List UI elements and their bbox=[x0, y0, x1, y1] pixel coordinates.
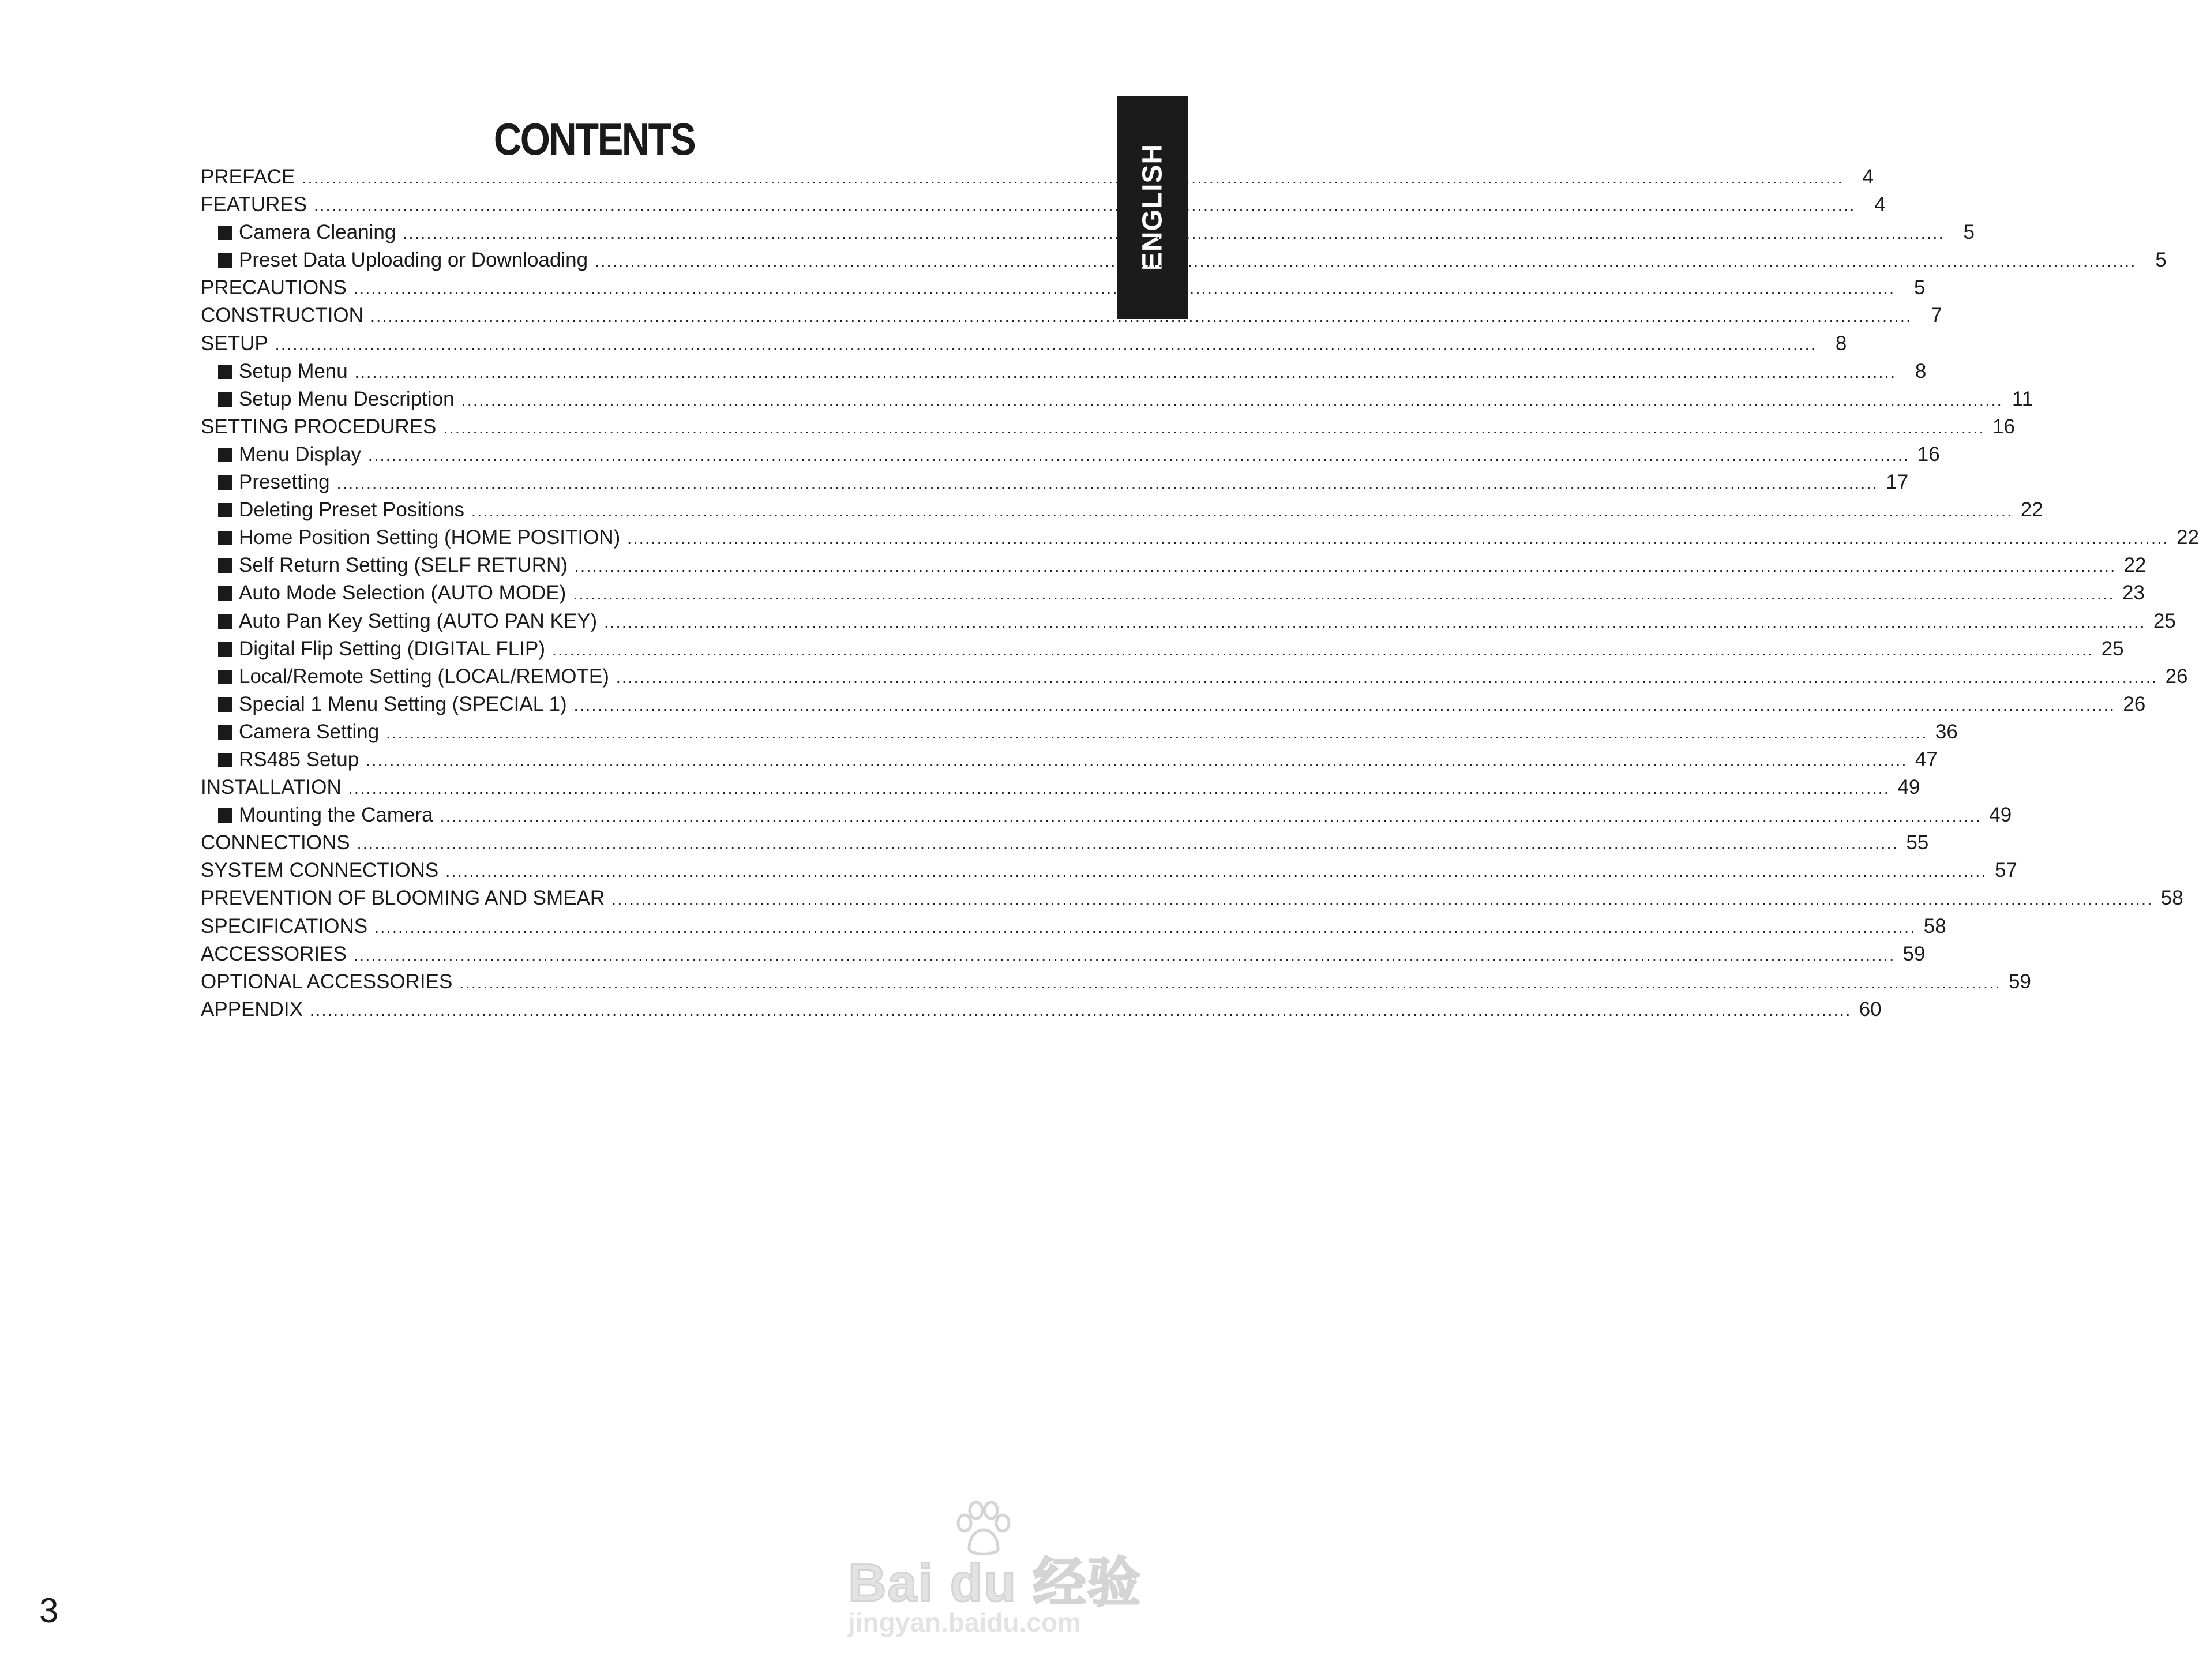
toc-subentry[interactable] bbox=[201, 496, 2043, 524]
toc-label: Setup Menu Description bbox=[239, 387, 455, 410]
square-bullet-icon bbox=[218, 558, 232, 573]
toc-page-number: 55 bbox=[1906, 831, 1929, 854]
toc-page-number: 5 bbox=[1913, 276, 1926, 299]
toc-entry[interactable] bbox=[201, 302, 1942, 329]
square-bullet-icon bbox=[218, 614, 232, 629]
dot-leader: .................................................................................................................................................................................................................................................................... bbox=[366, 751, 1908, 770]
toc-entry[interactable] bbox=[201, 857, 2017, 884]
toc-subentry[interactable] bbox=[201, 663, 2188, 691]
toc-entry[interactable] bbox=[201, 413, 2016, 441]
toc-subentry[interactable] bbox=[201, 441, 1940, 468]
toc-page-number: 4 bbox=[1862, 166, 1874, 188]
toc-page-number: 58 bbox=[1923, 914, 1946, 937]
dot-leader: .................................................................................................................................................................................................................................................................... bbox=[627, 530, 2169, 548]
toc-page-number: 11 bbox=[2012, 387, 2033, 410]
dot-leader: .................................................................................................................................................................................................................................................................... bbox=[461, 391, 2003, 409]
dot-leader: .................................................................................................................................................................................................................................................................... bbox=[302, 169, 1844, 187]
toc-label: Mounting the Camera bbox=[239, 804, 433, 827]
toc-page-number: 5 bbox=[2155, 249, 2167, 272]
toc-label: Presetting bbox=[239, 471, 330, 494]
toc-page-number: 49 bbox=[1989, 804, 2012, 827]
toc-label: FEATURES bbox=[201, 193, 307, 216]
baidu-watermark bbox=[842, 1500, 1142, 1638]
toc-label: Auto Pan Key Setting (AUTO PAN KEY) bbox=[239, 609, 598, 632]
toc-entry[interactable] bbox=[201, 968, 2031, 996]
toc-page-number: 16 bbox=[1992, 415, 2016, 438]
dot-leader: .................................................................................................................................................................................................................................................................... bbox=[604, 613, 2146, 631]
toc-entry[interactable] bbox=[201, 330, 1847, 358]
toc-subentry[interactable] bbox=[201, 552, 2147, 579]
toc-subentry[interactable] bbox=[201, 468, 1909, 496]
square-bullet-icon bbox=[218, 253, 232, 268]
toc-label: Camera Cleaning bbox=[239, 221, 396, 244]
toc-label: Menu Display bbox=[239, 442, 362, 466]
square-bullet-icon bbox=[218, 365, 232, 379]
toc-subentry[interactable] bbox=[201, 746, 1938, 774]
dot-leader: .................................................................................................................................................................................................................................................................... bbox=[611, 890, 2153, 909]
square-bullet-icon bbox=[218, 725, 232, 740]
toc-subentry[interactable] bbox=[201, 219, 1975, 246]
toc-subentry[interactable] bbox=[201, 635, 2124, 663]
toc-page-number: 7 bbox=[1931, 304, 1942, 327]
toc-page-number: 26 bbox=[2165, 665, 2188, 688]
toc-label: Digital Flip Setting (DIGITAL FLIP) bbox=[239, 637, 545, 660]
dot-leader: .................................................................................................................................................................................................................................................................... bbox=[336, 474, 1879, 493]
dot-leader: .................................................................................................................................................................................................................................................................... bbox=[573, 585, 2115, 603]
watermark-url: jingyan.baidu.com bbox=[848, 1607, 1081, 1637]
page-number: 3 bbox=[39, 1591, 59, 1630]
dot-leader: .................................................................................................................................................................................................................................................................... bbox=[353, 946, 1896, 964]
toc-page-number: 16 bbox=[1917, 442, 1940, 466]
toc-page-number: 60 bbox=[1859, 997, 1882, 1021]
dot-leader: .................................................................................................................................................................................................................................................................... bbox=[370, 308, 1912, 326]
toc-label: APPENDIX bbox=[201, 997, 303, 1021]
toc-page-number: 22 bbox=[2020, 498, 2043, 522]
toc-label: PRECAUTIONS bbox=[201, 276, 347, 299]
toc-subentry[interactable] bbox=[201, 246, 2167, 274]
square-bullet-icon bbox=[218, 475, 232, 490]
dot-leader: .................................................................................................................................................................................................................................................................... bbox=[353, 280, 1896, 298]
toc-label: Special 1 Menu Setting (SPECIAL 1) bbox=[239, 692, 567, 715]
toc-label: Self Return Setting (SELF RETURN) bbox=[239, 554, 568, 577]
toc-entry[interactable] bbox=[201, 774, 1920, 801]
square-bullet-icon bbox=[218, 531, 232, 545]
watermark-brand: Bai du 经验 bbox=[848, 1554, 1142, 1612]
toc-page-number: 8 bbox=[1915, 359, 1927, 382]
toc-subentry[interactable] bbox=[201, 385, 2033, 413]
toc-label: Deleting Preset Positions bbox=[239, 498, 465, 522]
toc-label: SETTING PROCEDURES bbox=[201, 415, 437, 438]
dot-leader: .................................................................................................................................................................................................................................................................... bbox=[386, 723, 1928, 742]
toc-page-number: 17 bbox=[1886, 471, 1909, 494]
toc-subentry[interactable] bbox=[201, 718, 1958, 746]
toc-subentry[interactable] bbox=[201, 801, 2012, 829]
toc-label: Auto Mode Selection (AUTO MODE) bbox=[239, 582, 566, 605]
dot-leader: .................................................................................................................................................................................................................................................................... bbox=[403, 224, 1945, 243]
toc-page-number: 26 bbox=[2123, 692, 2146, 715]
dot-leader: .................................................................................................................................................................................................................................................................... bbox=[314, 197, 1856, 215]
dot-leader: .................................................................................................................................................................................................................................................................... bbox=[374, 918, 1916, 936]
toc-label: INSTALLATION bbox=[201, 776, 342, 799]
square-bullet-icon bbox=[218, 226, 232, 240]
square-bullet-icon bbox=[218, 392, 232, 407]
toc-entry[interactable] bbox=[201, 884, 2183, 912]
toc-label: SYSTEM CONNECTIONS bbox=[201, 859, 439, 882]
toc-page-number: 58 bbox=[2160, 887, 2183, 910]
toc-entry[interactable] bbox=[201, 829, 1929, 857]
toc-page-number: 47 bbox=[1915, 748, 1938, 771]
toc-label: SETUP bbox=[201, 332, 268, 355]
toc-entry[interactable] bbox=[201, 163, 1874, 191]
square-bullet-icon bbox=[218, 642, 232, 657]
dot-leader: .................................................................................................................................................................................................................................................................... bbox=[471, 502, 2013, 520]
toc-label: PREVENTION OF BLOOMING AND SMEAR bbox=[201, 887, 605, 910]
dot-leader: .................................................................................................................................................................................................................................................................... bbox=[275, 335, 1817, 354]
dot-leader: .................................................................................................................................................................................................................................................................... bbox=[443, 418, 1986, 437]
dot-leader: .................................................................................................................................................................................................................................................................... bbox=[595, 252, 2137, 271]
toc-label: RS485 Setup bbox=[239, 748, 359, 771]
toc-subentry[interactable] bbox=[201, 524, 2199, 552]
toc-page-number: 25 bbox=[2101, 637, 2124, 660]
square-bullet-icon bbox=[218, 503, 232, 518]
toc-subentry[interactable] bbox=[201, 579, 2145, 607]
dot-leader: .................................................................................................................................................................................................................................................................... bbox=[440, 807, 1982, 826]
toc-page-number: 5 bbox=[1963, 221, 1975, 244]
toc-label: CONSTRUCTION bbox=[201, 304, 363, 327]
toc-label: OPTIONAL ACCESSORIES bbox=[201, 970, 453, 993]
dot-leader: .................................................................................................................................................................................................................................................................... bbox=[348, 779, 1890, 798]
page-title: CONTENTS bbox=[493, 114, 695, 165]
toc-entry[interactable] bbox=[201, 274, 1926, 302]
dot-leader: .................................................................................................................................................................................................................................................................... bbox=[354, 363, 1897, 381]
toc-page-number: 22 bbox=[2123, 554, 2147, 577]
toc-subentry[interactable] bbox=[201, 358, 1927, 385]
dot-leader: .................................................................................................................................................................................................................................................................... bbox=[368, 446, 1910, 464]
dot-leader: .................................................................................................................................................................................................................................................................... bbox=[551, 640, 2094, 659]
toc-page-number: 4 bbox=[1874, 193, 1886, 216]
toc-entry[interactable] bbox=[201, 913, 1946, 940]
square-bullet-icon bbox=[218, 586, 232, 601]
dot-leader: .................................................................................................................................................................................................................................................................... bbox=[357, 835, 1899, 853]
dot-leader: .................................................................................................................................................................................................................................................................... bbox=[574, 557, 2117, 576]
toc-page-number: 36 bbox=[1935, 720, 1958, 743]
toc-page-number: 8 bbox=[1835, 332, 1847, 355]
dot-leader: .................................................................................................................................................................................................................................................................... bbox=[445, 862, 1987, 881]
toc-label: Local/Remote Setting (LOCAL/REMOTE) bbox=[239, 665, 609, 688]
toc-label: SPECIFICATIONS bbox=[201, 914, 368, 937]
toc-page-number: 59 bbox=[1902, 942, 1926, 965]
toc-label: Home Position Setting (HOME POSITION) bbox=[239, 526, 621, 549]
dot-leader: .................................................................................................................................................................................................................................................................... bbox=[573, 696, 2116, 714]
square-bullet-icon bbox=[218, 753, 232, 767]
square-bullet-icon bbox=[218, 448, 232, 462]
square-bullet-icon bbox=[218, 670, 232, 684]
toc-page-number: 22 bbox=[2176, 526, 2199, 549]
toc-subentry[interactable] bbox=[201, 691, 2146, 718]
toc-label: ACCESSORIES bbox=[201, 942, 347, 965]
toc-entry[interactable] bbox=[201, 191, 1886, 219]
toc-page-number: 23 bbox=[2122, 582, 2145, 605]
dot-leader: .................................................................................................................................................................................................................................................................... bbox=[459, 973, 2001, 992]
toc-page-number: 59 bbox=[2009, 970, 2031, 993]
toc-page-number: 25 bbox=[2153, 609, 2176, 632]
toc-page-number: 49 bbox=[1897, 776, 1920, 799]
toc-label: Setup Menu bbox=[239, 359, 348, 382]
square-bullet-icon bbox=[218, 808, 232, 823]
language-tab-label: ENGLISH bbox=[1137, 143, 1168, 271]
toc-label: Preset Data Uploading or Downloading bbox=[239, 249, 588, 272]
toc-label: Camera Setting bbox=[239, 720, 380, 743]
dot-leader: .................................................................................................................................................................................................................................................................... bbox=[310, 1001, 1852, 1019]
dot-leader: .................................................................................................................................................................................................................................................................... bbox=[616, 668, 2158, 687]
toc-entry[interactable] bbox=[201, 940, 1926, 968]
toc-label: PREFACE bbox=[201, 166, 295, 188]
toc-entry[interactable] bbox=[201, 996, 1882, 1023]
square-bullet-icon bbox=[218, 697, 232, 712]
toc-page-number: 57 bbox=[1994, 859, 2017, 882]
toc-label: CONNECTIONS bbox=[201, 831, 350, 854]
toc-subentry[interactable] bbox=[201, 608, 2176, 635]
